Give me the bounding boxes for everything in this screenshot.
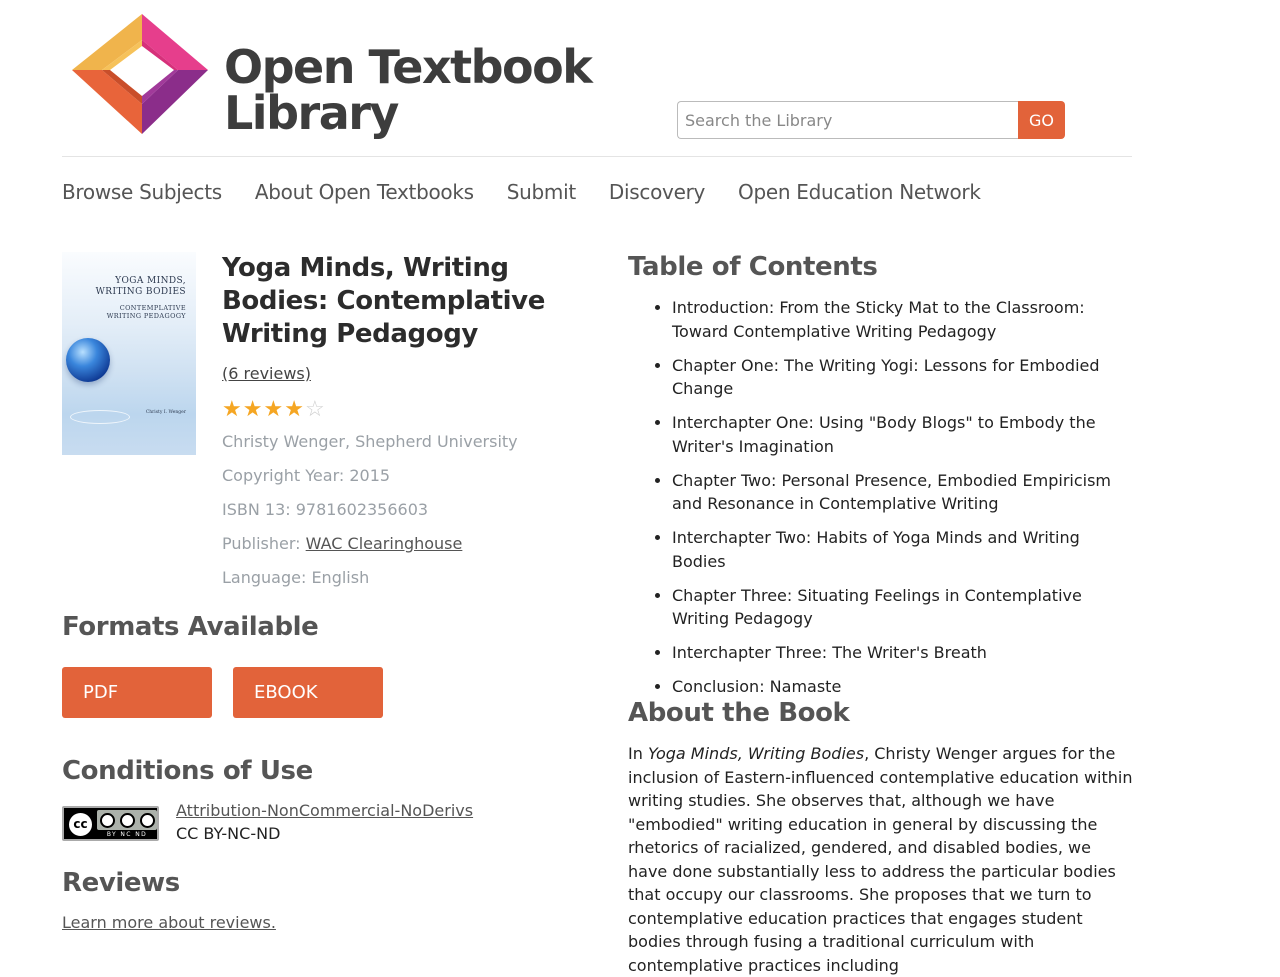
toc-item: • Interchapter One: Using "Body Blogs" to Embody the Writer's Imagination bbox=[672, 411, 1137, 458]
toc-item: • Interchapter Two: Habits of Yoga Minds and Writing Bodies bbox=[672, 526, 1137, 573]
about-the-book-text: In Yoga Minds, Writing Bodies, Christy Wenger argues for the inclusion of Eastern-influenced contemplative education within writing studies. She observes that, although we have "embodied" writing education in general by discussing the rhetorics of racialized, gendered, and disabled bodies, we have done substantially less to address the particular bodies that occupy our classrooms. She proposes that we turn to contemplative education practices that engages student bodies through fusing a traditional curriculum with contemplative practices including bbox=[628, 744, 1133, 975]
search-go-button[interactable]: GO bbox=[1018, 101, 1065, 139]
header-divider bbox=[62, 156, 1132, 157]
nav-open-education-network[interactable]: Open Education Network bbox=[738, 180, 981, 204]
license-code: CC BY-NC-ND bbox=[176, 824, 281, 843]
table-of-contents-list bbox=[652, 296, 1137, 709]
logo-line-2: Library bbox=[224, 86, 398, 140]
search-form bbox=[677, 101, 1065, 139]
star-empty-icon: ☆ bbox=[304, 396, 325, 421]
reviews-heading: Reviews bbox=[62, 868, 180, 898]
toc-item: • Conclusion: Namaste bbox=[672, 675, 1137, 699]
cc-license-badge-icon[interactable] bbox=[62, 806, 159, 841]
cc-terms-icons bbox=[97, 810, 157, 830]
learn-more-reviews-link[interactable]: Learn more about reviews. bbox=[62, 913, 276, 932]
nav-browse-subjects[interactable]: Browse Subjects bbox=[62, 180, 222, 204]
license-link[interactable]: Attribution-NonCommercial-NoDerivs bbox=[176, 801, 474, 820]
star-filled-icon: ★ bbox=[263, 396, 284, 421]
by-attribution-icon bbox=[100, 813, 115, 828]
cover-water-ripple bbox=[70, 410, 130, 424]
formats-heading: Formats Available bbox=[62, 612, 319, 642]
book-title: Yoga Minds, Writing Bodies: Contemplative Writing Pedagogy bbox=[222, 253, 545, 349]
cc-logo-icon: cc bbox=[67, 811, 94, 838]
conditions-heading: Conditions of Use bbox=[62, 756, 313, 786]
star-filled-icon: ★ bbox=[222, 396, 242, 421]
logo-line-1: Open Textbook bbox=[224, 40, 592, 94]
copyright-year: Copyright Year: 2015 bbox=[222, 466, 391, 485]
star-filled-icon: ★ bbox=[284, 396, 304, 421]
book-cover-image bbox=[62, 252, 196, 455]
nav-submit[interactable]: Submit bbox=[506, 180, 576, 204]
nd-noderivs-icon bbox=[140, 813, 155, 828]
site-logo-text[interactable] bbox=[224, 40, 592, 140]
cover-subtitle: CONTEMPLATIVE WRITING PEDAGOGY bbox=[106, 304, 186, 320]
toc-item: • Chapter Three: Situating Feelings in Contemplative Writing Pedagogy bbox=[672, 584, 1137, 631]
reviews-count-link[interactable]: (6 reviews) bbox=[222, 364, 311, 383]
cover-author: Christy I. Wenger bbox=[145, 410, 186, 415]
pdf-download-button[interactable]: PDF bbox=[62, 667, 212, 718]
main-nav bbox=[62, 180, 981, 204]
publisher-link[interactable]: WAC Clearinghouse bbox=[305, 534, 463, 553]
open-textbook-library-logo-icon[interactable] bbox=[70, 12, 210, 136]
cover-blue-sphere bbox=[66, 338, 110, 382]
publisher-label: Publisher: bbox=[222, 534, 306, 553]
search-input[interactable] bbox=[677, 101, 1018, 139]
publisher bbox=[222, 534, 462, 553]
toc-heading: Table of Contents bbox=[628, 252, 878, 282]
toc-item: • Chapter One: The Writing Yogi: Lessons for Embodied Change bbox=[672, 354, 1137, 401]
cover-title: YOGA MINDS, WRITING BODIES bbox=[95, 276, 186, 297]
nc-noncommercial-icon bbox=[120, 813, 135, 828]
ebook-download-button[interactable]: EBOOK bbox=[233, 667, 383, 718]
about-book-title: Yoga Minds, Writing Bodies bbox=[647, 744, 865, 763]
nav-discovery[interactable]: Discovery bbox=[608, 180, 706, 204]
star-filled-icon: ★ bbox=[242, 396, 263, 421]
book-author: Christy Wenger, Shepherd University bbox=[222, 432, 518, 451]
isbn: ISBN 13: 9781602356603 bbox=[222, 500, 429, 519]
about-heading: About the Book bbox=[628, 698, 850, 728]
toc-item: • Interchapter Three: The Writer's Breath bbox=[672, 641, 1137, 665]
star-rating bbox=[222, 397, 325, 421]
toc-item: • Chapter Two: Personal Presence, Embodied Empiricism and Resonance in Contemplative Writing bbox=[672, 469, 1137, 516]
nav-about-open-textbooks[interactable]: About Open Textbooks bbox=[254, 180, 474, 204]
toc-item: • Introduction: From the Sticky Mat to the Classroom: Toward Contemplative Writing Pedagogy bbox=[672, 296, 1137, 343]
language: Language: English bbox=[222, 568, 370, 587]
cc-terms-label: BY NC ND bbox=[106, 831, 148, 838]
